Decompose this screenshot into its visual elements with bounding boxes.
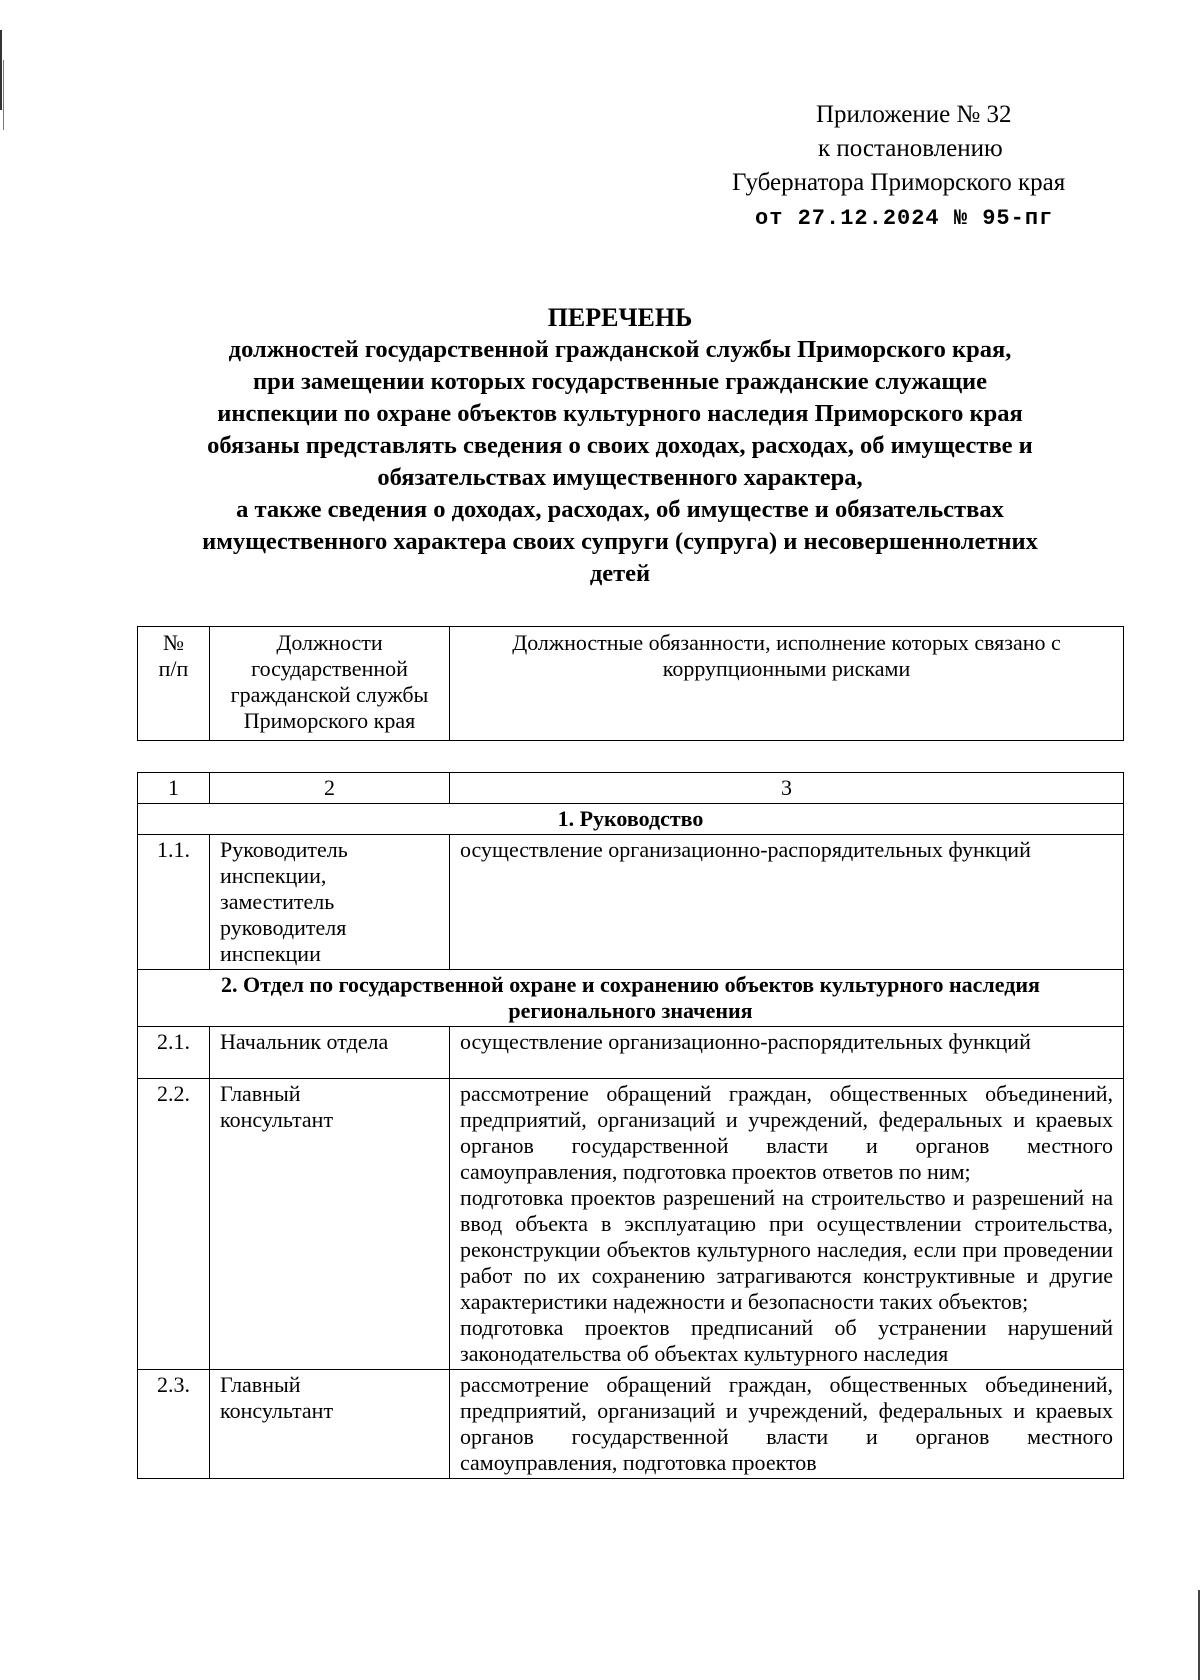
column-number: 3	[450, 773, 1124, 804]
row-duties	[450, 835, 1124, 970]
scan-edge-mark	[3, 60, 4, 130]
positions-table	[137, 772, 1124, 1479]
duty-item: рассмотрение обращений граждан, общественных объединений, предприятий, организаций и учреждений, федеральных и краевых органов государственной власти и органов местного самоуправления, подготовка проектов ответов по ним;	[460, 1081, 1113, 1184]
row-position: Руководитель инспекции, заместитель руководителя инспекции	[210, 835, 450, 970]
title-line: детей	[589, 560, 651, 587]
row-position: Главный консультант	[210, 1370, 450, 1479]
header-cell-number: № п/п	[138, 627, 210, 741]
appendix-header	[720, 98, 1160, 234]
section-title: 2. Отдел по государственной охране и сохранению объектов культурного наследия регионального значения	[138, 970, 1124, 1027]
duty-item: подготовка проектов разрешений на строительство и разрешений на ввод объекта в эксплуатацию при осуществлении строительства, реконструкции объектов культурного наследия, если при проведении работ по их сохранению затрагиваются конструктивные и другие характеристики надежности и безопасности таких объектов;	[460, 1185, 1113, 1314]
duty-item: осуществление организационно-распорядительных функций	[460, 1029, 1031, 1054]
header-cell-position: Должности государственной гражданской службы Приморского края	[210, 627, 450, 741]
table-row	[138, 1370, 1124, 1479]
appendix-number: Приложение № 32	[816, 101, 1012, 128]
section-title: 1. Руководство	[138, 804, 1124, 835]
title-line: обязательствах имущественного характера,	[377, 464, 863, 491]
scan-edge-mark	[0, 30, 2, 110]
title-heading: ПЕРЕЧЕНЬ	[547, 303, 693, 332]
duty-item: рассмотрение обращений граждан, общественных объединений, предприятий, организаций и учреждений, федеральных и краевых органов государственной власти и органов местного самоуправления, подготовка проектов	[460, 1372, 1113, 1475]
column-number: 1	[138, 773, 210, 804]
column-number: 2	[210, 773, 450, 804]
table-row	[138, 1079, 1124, 1370]
row-number: 2.1.	[138, 1027, 210, 1079]
row-number: 1.1.	[138, 835, 210, 970]
column-number-row	[138, 773, 1124, 804]
section-row	[138, 804, 1124, 835]
title-line: имущественного характера своих супруги (супруга) и несовершеннолетних	[202, 528, 1038, 555]
title-line: обязаны представлять сведения о своих доходах, расходах, об имуществе и	[207, 432, 1033, 459]
row-duties	[450, 1370, 1124, 1479]
duty-item: подготовка проектов предписаний об устранении нарушений законодательства об объектах культурного наследия	[460, 1315, 1113, 1366]
title-line: инспекции по охране объектов культурного наследия Приморского края	[217, 400, 1023, 427]
row-duties	[450, 1079, 1124, 1370]
row-position: Главный консультант	[210, 1079, 450, 1370]
table-row	[138, 835, 1124, 970]
appendix-issuer: Губернатора Приморского края	[732, 169, 1066, 196]
row-number: 2.2.	[138, 1079, 210, 1370]
header-cell-duties: Должностные обязанности, исполнение которых связано с коррупционными рисками	[450, 627, 1124, 741]
appendix-reference: к постановлению	[818, 135, 1003, 162]
title-line: а также сведения о доходах, расходах, об имуществе и обязательствах	[236, 496, 1004, 523]
column-header-table	[137, 626, 1124, 741]
table-row	[138, 1027, 1124, 1079]
document-title	[140, 302, 1100, 590]
row-position: Начальник отдела	[210, 1027, 450, 1079]
row-number: 2.3.	[138, 1370, 210, 1479]
title-line: должностей государственной гражданской службы Приморского края,	[228, 336, 1012, 363]
appendix-date-stamp: от 27.12.2024 № 95-пг	[755, 206, 1054, 231]
section-row	[138, 970, 1124, 1027]
title-line: при замещении которых государственные гражданские служащие	[252, 368, 988, 395]
duty-item: осуществление организационно-распорядительных функций	[460, 837, 1031, 862]
row-duties	[450, 1027, 1124, 1079]
